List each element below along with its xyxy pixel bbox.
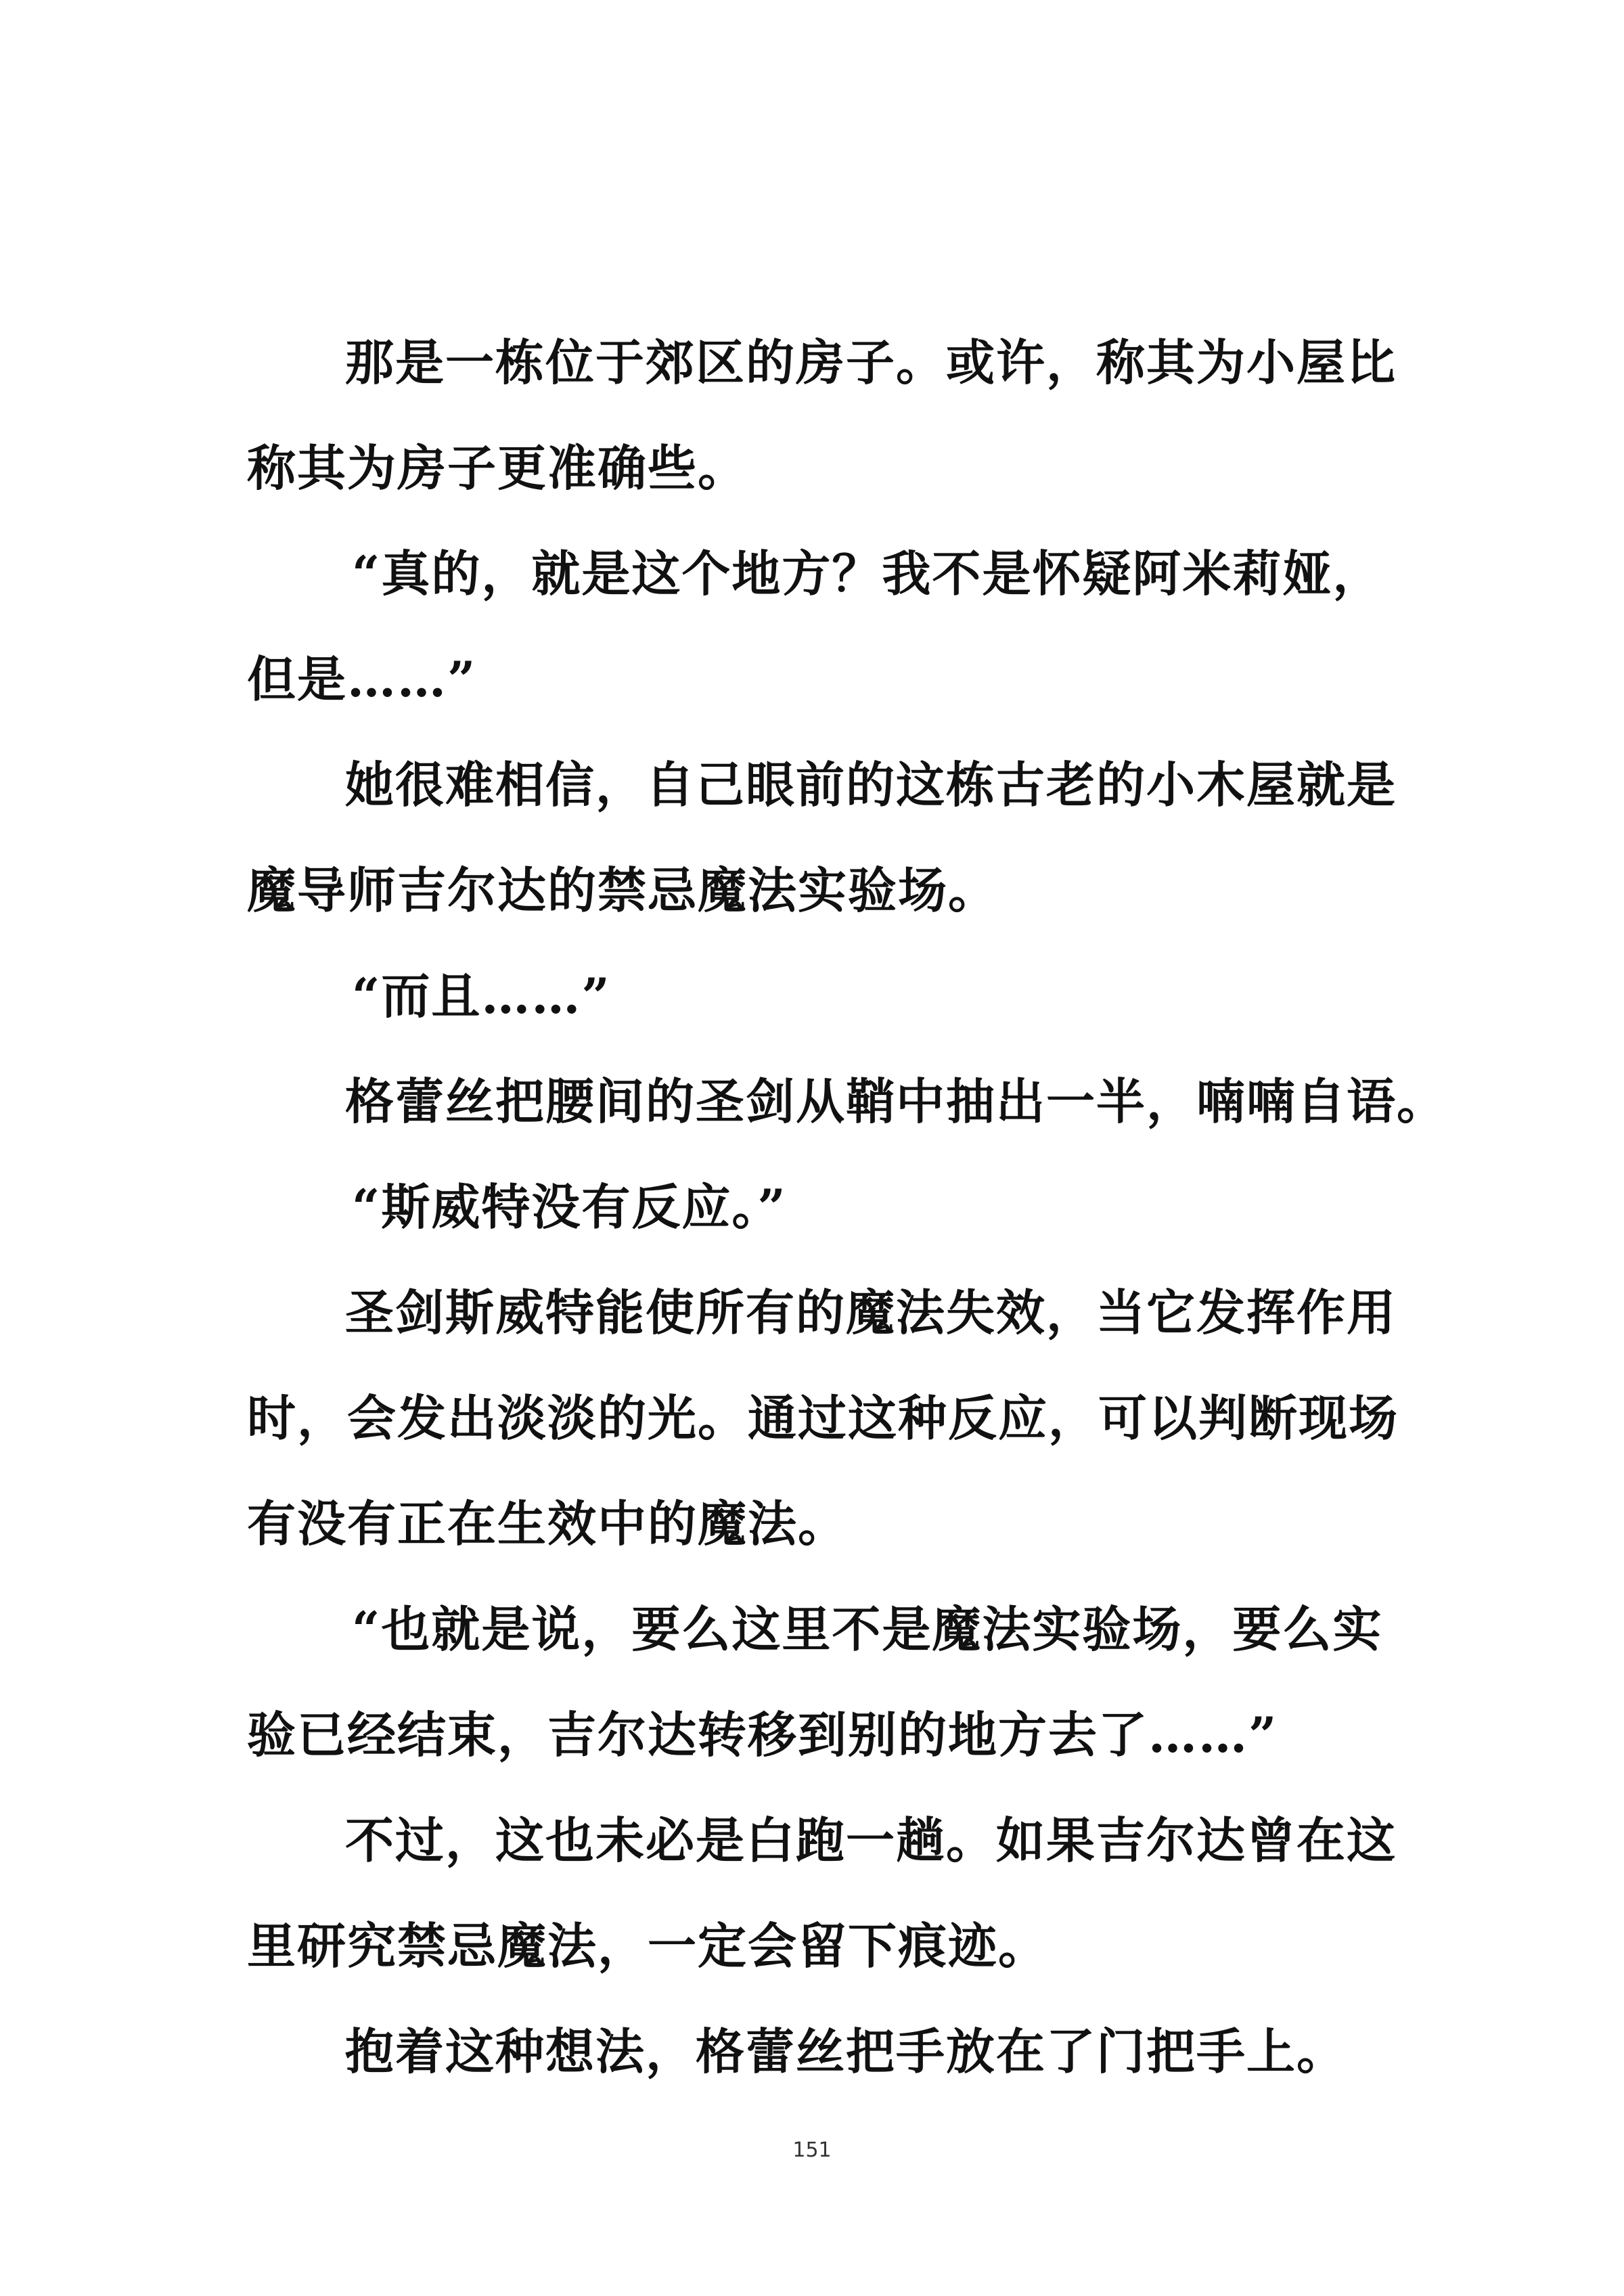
text-line: “而且……” [352, 967, 611, 1025]
text-line: 里研究禁忌魔法，一定会留下痕迹。 [247, 1917, 1049, 1975]
text-line: 圣剑斯威特能使所有的魔法失效，当它发挥作用 [345, 1284, 1397, 1341]
text-line: 验已经结束，吉尔达转移到别的地方去了……” [247, 1706, 1278, 1763]
text-line: 不过，这也未必是白跑一趟。如果吉尔达曾在这 [345, 1811, 1397, 1869]
text-line: “斯威特没有反应。” [352, 1178, 787, 1236]
text-line: 魔导师吉尔达的禁忌魔法实验场。 [247, 861, 999, 919]
text-line: “也就是说，要么这里不是魔法实验场，要么实 [352, 1600, 1383, 1658]
text-line: 但是……” [247, 650, 477, 708]
text-line: “真的，就是这个地方？我不是怀疑阿米莉娅， [352, 545, 1383, 602]
text-line: 她很难相信，自己眼前的这栋古老的小木屋就是 [345, 756, 1397, 813]
text-line: 格蕾丝把腰间的圣剑从鞘中抽出一半，喃喃自语。 [345, 1073, 1447, 1130]
text-line: 那是一栋位于郊区的房子。或许，称其为小屋比 [345, 334, 1397, 391]
page-number: 151 [792, 2138, 832, 2162]
text-line: 有没有正在生效中的魔法。 [247, 1495, 849, 1552]
text-line: 时，会发出淡淡的光。通过这种反应，可以判断现场 [247, 1389, 1399, 1447]
text-line: 称其为房子更准确些。 [247, 439, 748, 497]
text-line: 抱着这种想法，格蕾丝把手放在了门把手上。 [345, 2023, 1347, 2080]
